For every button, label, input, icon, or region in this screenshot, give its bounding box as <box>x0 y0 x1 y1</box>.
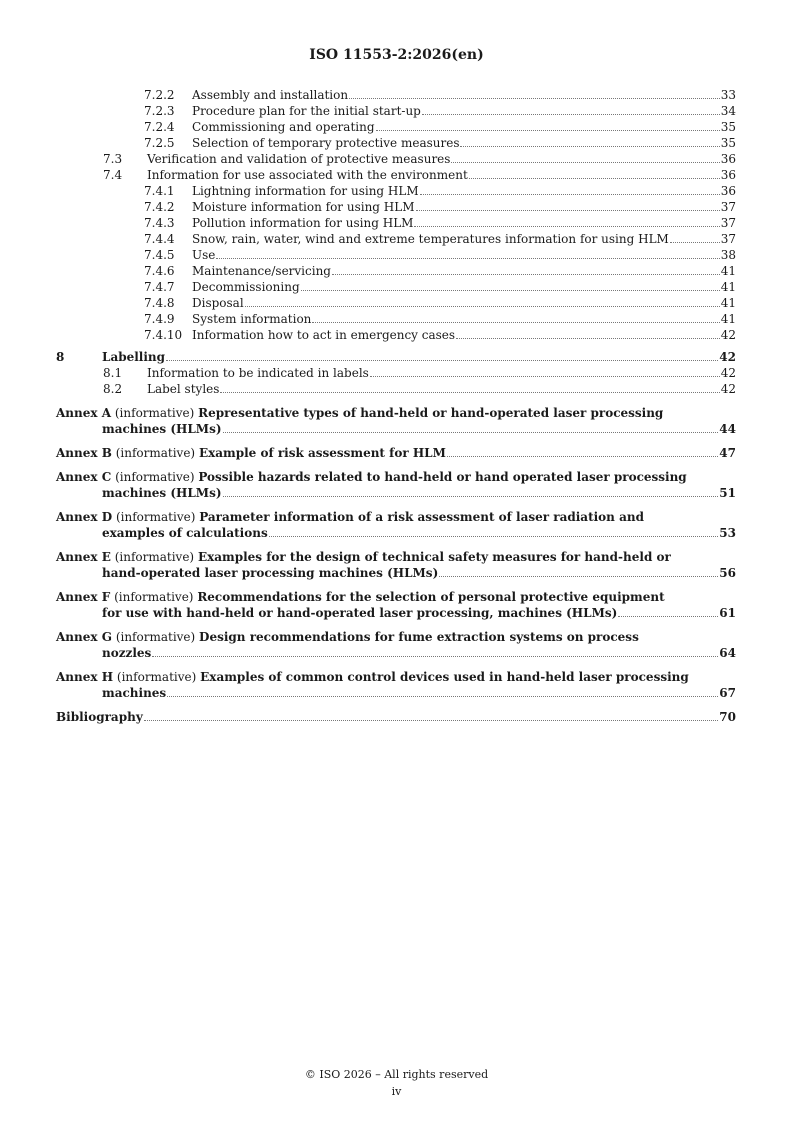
toc-annex-label: Annex B <box>56 446 112 460</box>
toc-annex-heading <box>56 549 736 565</box>
toc-entry-page: 41 <box>720 280 736 294</box>
dot-leader <box>422 114 720 115</box>
toc-annex-title: nozzles <box>102 646 152 660</box>
toc-entry[interactable] <box>56 279 736 295</box>
toc-entry-title: Procedure plan for the initial start-up <box>192 104 421 118</box>
toc-annex-title: hand-operated laser processing machines (HLMs) <box>102 566 439 580</box>
dot-leader <box>167 696 718 697</box>
dot-leader <box>456 338 720 339</box>
toc-entry-page: 36 <box>720 168 736 182</box>
toc-entry-page: 61 <box>719 606 736 620</box>
toc-entry-number: 8 <box>56 350 65 364</box>
toc-entry-page: 34 <box>720 104 736 118</box>
toc-sections <box>56 87 736 397</box>
toc-entry-page: 37 <box>720 232 736 246</box>
toc-annex-type: (informative) <box>115 470 195 484</box>
toc-entry-number: 8.2 <box>103 382 123 396</box>
toc-entry-number: 7.2.5 <box>144 136 175 150</box>
toc-annex-type: (informative) <box>116 670 197 684</box>
toc-entry-number: 8.1 <box>103 366 123 380</box>
toc-annex-title: machines (HLMs) <box>102 422 222 436</box>
toc-annex-heading <box>56 589 736 605</box>
toc-entry-page: 42 <box>720 328 736 342</box>
toc-entry[interactable] <box>56 167 736 183</box>
toc-entry-number: 7.4.7 <box>144 280 175 294</box>
toc-entry-number: 7.3 <box>103 152 123 166</box>
toc-entry[interactable] <box>56 311 736 327</box>
toc-annex-type: (informative) <box>114 406 195 420</box>
toc-entry-number: 7.2.4 <box>144 120 175 134</box>
toc-entry-title: Information for use associated with the environment <box>147 168 468 182</box>
toc-entry-page: 38 <box>720 248 736 262</box>
toc-annex-entry[interactable] <box>56 469 736 501</box>
toc-entry[interactable] <box>56 103 736 119</box>
toc-entry[interactable] <box>56 381 736 397</box>
dot-leader <box>460 146 719 147</box>
toc-entry-number: 7.4.3 <box>144 216 175 230</box>
toc-entry[interactable] <box>56 151 736 167</box>
toc-entry-title: Lightning information for using HLM <box>192 184 419 198</box>
toc-entry-page: 44 <box>719 422 736 436</box>
toc-entry-page: 41 <box>720 312 736 326</box>
toc-entry-page: 42 <box>720 382 736 396</box>
toc-annex-type: (informative) <box>115 630 196 644</box>
toc-entry-number: 7.4.8 <box>144 296 175 310</box>
toc-annex-type: (informative) <box>114 590 194 604</box>
toc-entry-number: 7.4.5 <box>144 248 175 262</box>
toc-annex-type: (informative) <box>115 510 196 524</box>
toc-entry-number: 7.2.2 <box>144 88 175 102</box>
toc-annex-title-row <box>56 605 736 621</box>
toc-annex-entry[interactable] <box>56 549 736 581</box>
dot-leader <box>332 274 720 275</box>
toc-annex-title: for use with hand-held or hand-operated laser processing, machines (HLMs) <box>102 606 618 620</box>
toc-annex-title: Representative types of hand-held or hand-operated laser processing <box>198 406 664 420</box>
toc-annex-title-row <box>56 525 736 541</box>
dot-leader <box>376 130 720 131</box>
dot-leader <box>144 720 719 721</box>
toc-entry-page: 35 <box>720 136 736 150</box>
toc-entry[interactable] <box>56 365 736 381</box>
toc-entry-number: 7.4.1 <box>144 184 175 198</box>
toc-entry-page: 35 <box>720 120 736 134</box>
toc-annex-heading <box>56 469 736 485</box>
toc-entry-page: 67 <box>719 686 736 700</box>
toc-entry-page: 53 <box>719 526 736 540</box>
toc-annex-title: examples of calculations <box>102 526 268 540</box>
toc-annex-entry[interactable] <box>56 589 736 621</box>
toc-entry-page: 42 <box>719 350 736 364</box>
dot-leader <box>447 456 718 457</box>
toc-entry[interactable] <box>56 327 736 343</box>
toc-annex-title: Examples of common control devices used in hand-held laser processing <box>200 670 689 684</box>
toc-annex-label: Annex E <box>56 550 111 564</box>
toc-entry-title: Disposal <box>192 296 244 310</box>
dot-leader <box>245 306 720 307</box>
toc-annex-title-row <box>56 421 736 437</box>
toc-entry-page: 56 <box>719 566 736 580</box>
copyright-notice: © ISO 2026 – All rights reserved <box>304 1068 489 1081</box>
dot-leader <box>439 576 718 577</box>
toc-annex-entry[interactable] <box>56 509 736 541</box>
toc-entry[interactable] <box>56 119 736 135</box>
toc-annex-title: Recommendations for the selection of personal protective equipment <box>197 590 665 604</box>
toc-entry-page: 37 <box>720 216 736 230</box>
toc-annex-title-row <box>56 445 736 461</box>
toc-annex-title: Examples for the design of technical safety measures for hand-held or <box>197 550 671 564</box>
toc-entry[interactable] <box>56 135 736 151</box>
toc-annex-title-row <box>56 685 736 701</box>
dot-leader <box>152 656 718 657</box>
dot-leader <box>370 376 720 377</box>
toc-entry-title: System information <box>192 312 312 326</box>
toc-entry-title: Pollution information for using HLM <box>192 216 414 230</box>
toc-annex-title: machines (HLMs) <box>102 486 222 500</box>
toc-annex-label: Annex D <box>56 510 113 524</box>
toc-entry-title: Label styles <box>147 382 220 396</box>
toc-entry-number: 7.4 <box>103 168 123 182</box>
toc-entry[interactable] <box>56 87 736 103</box>
toc-annex-title: Parameter information of a risk assessment of laser radiation and <box>199 510 644 524</box>
toc-entry-page: 33 <box>720 88 736 102</box>
toc-entry-page: 47 <box>719 446 736 460</box>
toc-annex-title: Possible hazards related to hand-held or hand operated laser processing <box>198 470 687 484</box>
toc-annex-label: Annex A <box>56 406 112 420</box>
toc-annexes <box>56 405 736 701</box>
toc-entry-title: Use <box>192 248 216 262</box>
toc-entry-page: 70 <box>719 710 736 724</box>
toc-entry-page: 41 <box>720 264 736 278</box>
toc-annex-type: (informative) <box>115 446 196 460</box>
dot-leader <box>269 536 719 537</box>
dot-leader <box>312 322 719 323</box>
toc-entry-title: Assembly and installation <box>192 88 349 102</box>
toc-annex-title-row <box>56 645 736 661</box>
toc-entry-page: 36 <box>720 184 736 198</box>
toc-entry-title: Moisture information for using HLM <box>192 200 415 214</box>
dot-leader <box>166 360 718 361</box>
toc-entry-title: Bibliography <box>56 710 143 724</box>
toc-entry-page: 37 <box>720 200 736 214</box>
toc-entry[interactable] <box>56 263 736 279</box>
toc-entry-number: 7.4.6 <box>144 264 175 278</box>
toc-annex-heading <box>56 445 446 461</box>
toc-annex-title-row <box>56 565 736 581</box>
toc-entry-number: 7.4.9 <box>144 312 175 326</box>
toc-annex-label: Annex C <box>56 470 112 484</box>
toc-entry-page: 41 <box>720 296 736 310</box>
table-of-contents <box>56 87 736 725</box>
toc-annex-label: Annex H <box>56 670 114 684</box>
toc-entry[interactable] <box>56 215 736 231</box>
toc-entry-title: Maintenance/servicing <box>192 264 331 278</box>
toc-annex-entry[interactable] <box>56 669 736 701</box>
toc-entry[interactable] <box>56 199 736 215</box>
toc-annex-heading <box>56 629 736 645</box>
toc-annex-heading <box>56 669 736 685</box>
toc-entry-page: 36 <box>720 152 736 166</box>
toc-annex-entry[interactable] <box>56 405 736 437</box>
dot-leader <box>420 194 720 195</box>
toc-entry-bibliography[interactable] <box>56 709 736 725</box>
toc-annex-entry[interactable] <box>56 629 736 661</box>
dot-leader <box>469 178 720 179</box>
toc-annex-label: Annex F <box>56 590 111 604</box>
toc-annex-label: Annex G <box>56 630 112 644</box>
toc-annex-entry[interactable] <box>56 445 736 461</box>
toc-entry-number: 7.4.10 <box>144 328 183 342</box>
dot-leader <box>223 496 719 497</box>
toc-entry-number: 7.4.2 <box>144 200 175 214</box>
toc-annex-type: (informative) <box>114 550 195 564</box>
toc-entry[interactable] <box>56 183 736 199</box>
toc-annex-title-row <box>56 485 736 501</box>
dot-leader <box>349 98 720 99</box>
toc-entry-number: 7.2.3 <box>144 104 175 118</box>
dot-leader <box>618 616 718 617</box>
dot-leader <box>301 290 720 291</box>
toc-annex-heading <box>56 405 736 421</box>
toc-entry-title: Decommissioning <box>192 280 300 294</box>
toc-entry-page: 64 <box>719 646 736 660</box>
document-header: ISO 11553-2:2026(en) <box>309 47 484 63</box>
toc-entry[interactable] <box>56 231 736 247</box>
toc-annex-title: machines <box>102 686 167 700</box>
dot-leader <box>220 392 719 393</box>
toc-entry-title: Information how to act in emergency cases <box>192 328 456 342</box>
page-footer <box>0 1066 793 1100</box>
toc-entry[interactable] <box>56 349 736 365</box>
toc-entry[interactable] <box>56 295 736 311</box>
dot-leader <box>223 432 719 433</box>
toc-entry-title: Snow, rain, water, wind and extreme temperatures information for using HLM <box>192 232 669 246</box>
dot-leader <box>416 210 720 211</box>
dot-leader <box>670 242 720 243</box>
toc-entry-title: Information to be indicated in labels <box>147 366 369 380</box>
toc-entry-page: 42 <box>720 366 736 380</box>
toc-entry-title: Commissioning and operating <box>192 120 375 134</box>
toc-entry-title: Verification and validation of protective measures <box>147 152 451 166</box>
toc-annex-title: Example of risk assessment for HLM <box>198 446 446 460</box>
page-number: iv <box>391 1085 402 1098</box>
dot-leader <box>451 162 719 163</box>
toc-entry-number: 7.4.4 <box>144 232 175 246</box>
toc-entry[interactable] <box>56 247 736 263</box>
toc-entry-title: Labelling <box>102 350 166 364</box>
toc-annex-title: Design recommendations for fume extraction systems on process <box>199 630 639 644</box>
dot-leader <box>414 226 719 227</box>
toc-annex-heading <box>56 509 736 525</box>
dot-leader <box>216 258 719 259</box>
toc-entry-title: Selection of temporary protective measures <box>192 136 460 150</box>
toc-entry-page: 51 <box>719 486 736 500</box>
